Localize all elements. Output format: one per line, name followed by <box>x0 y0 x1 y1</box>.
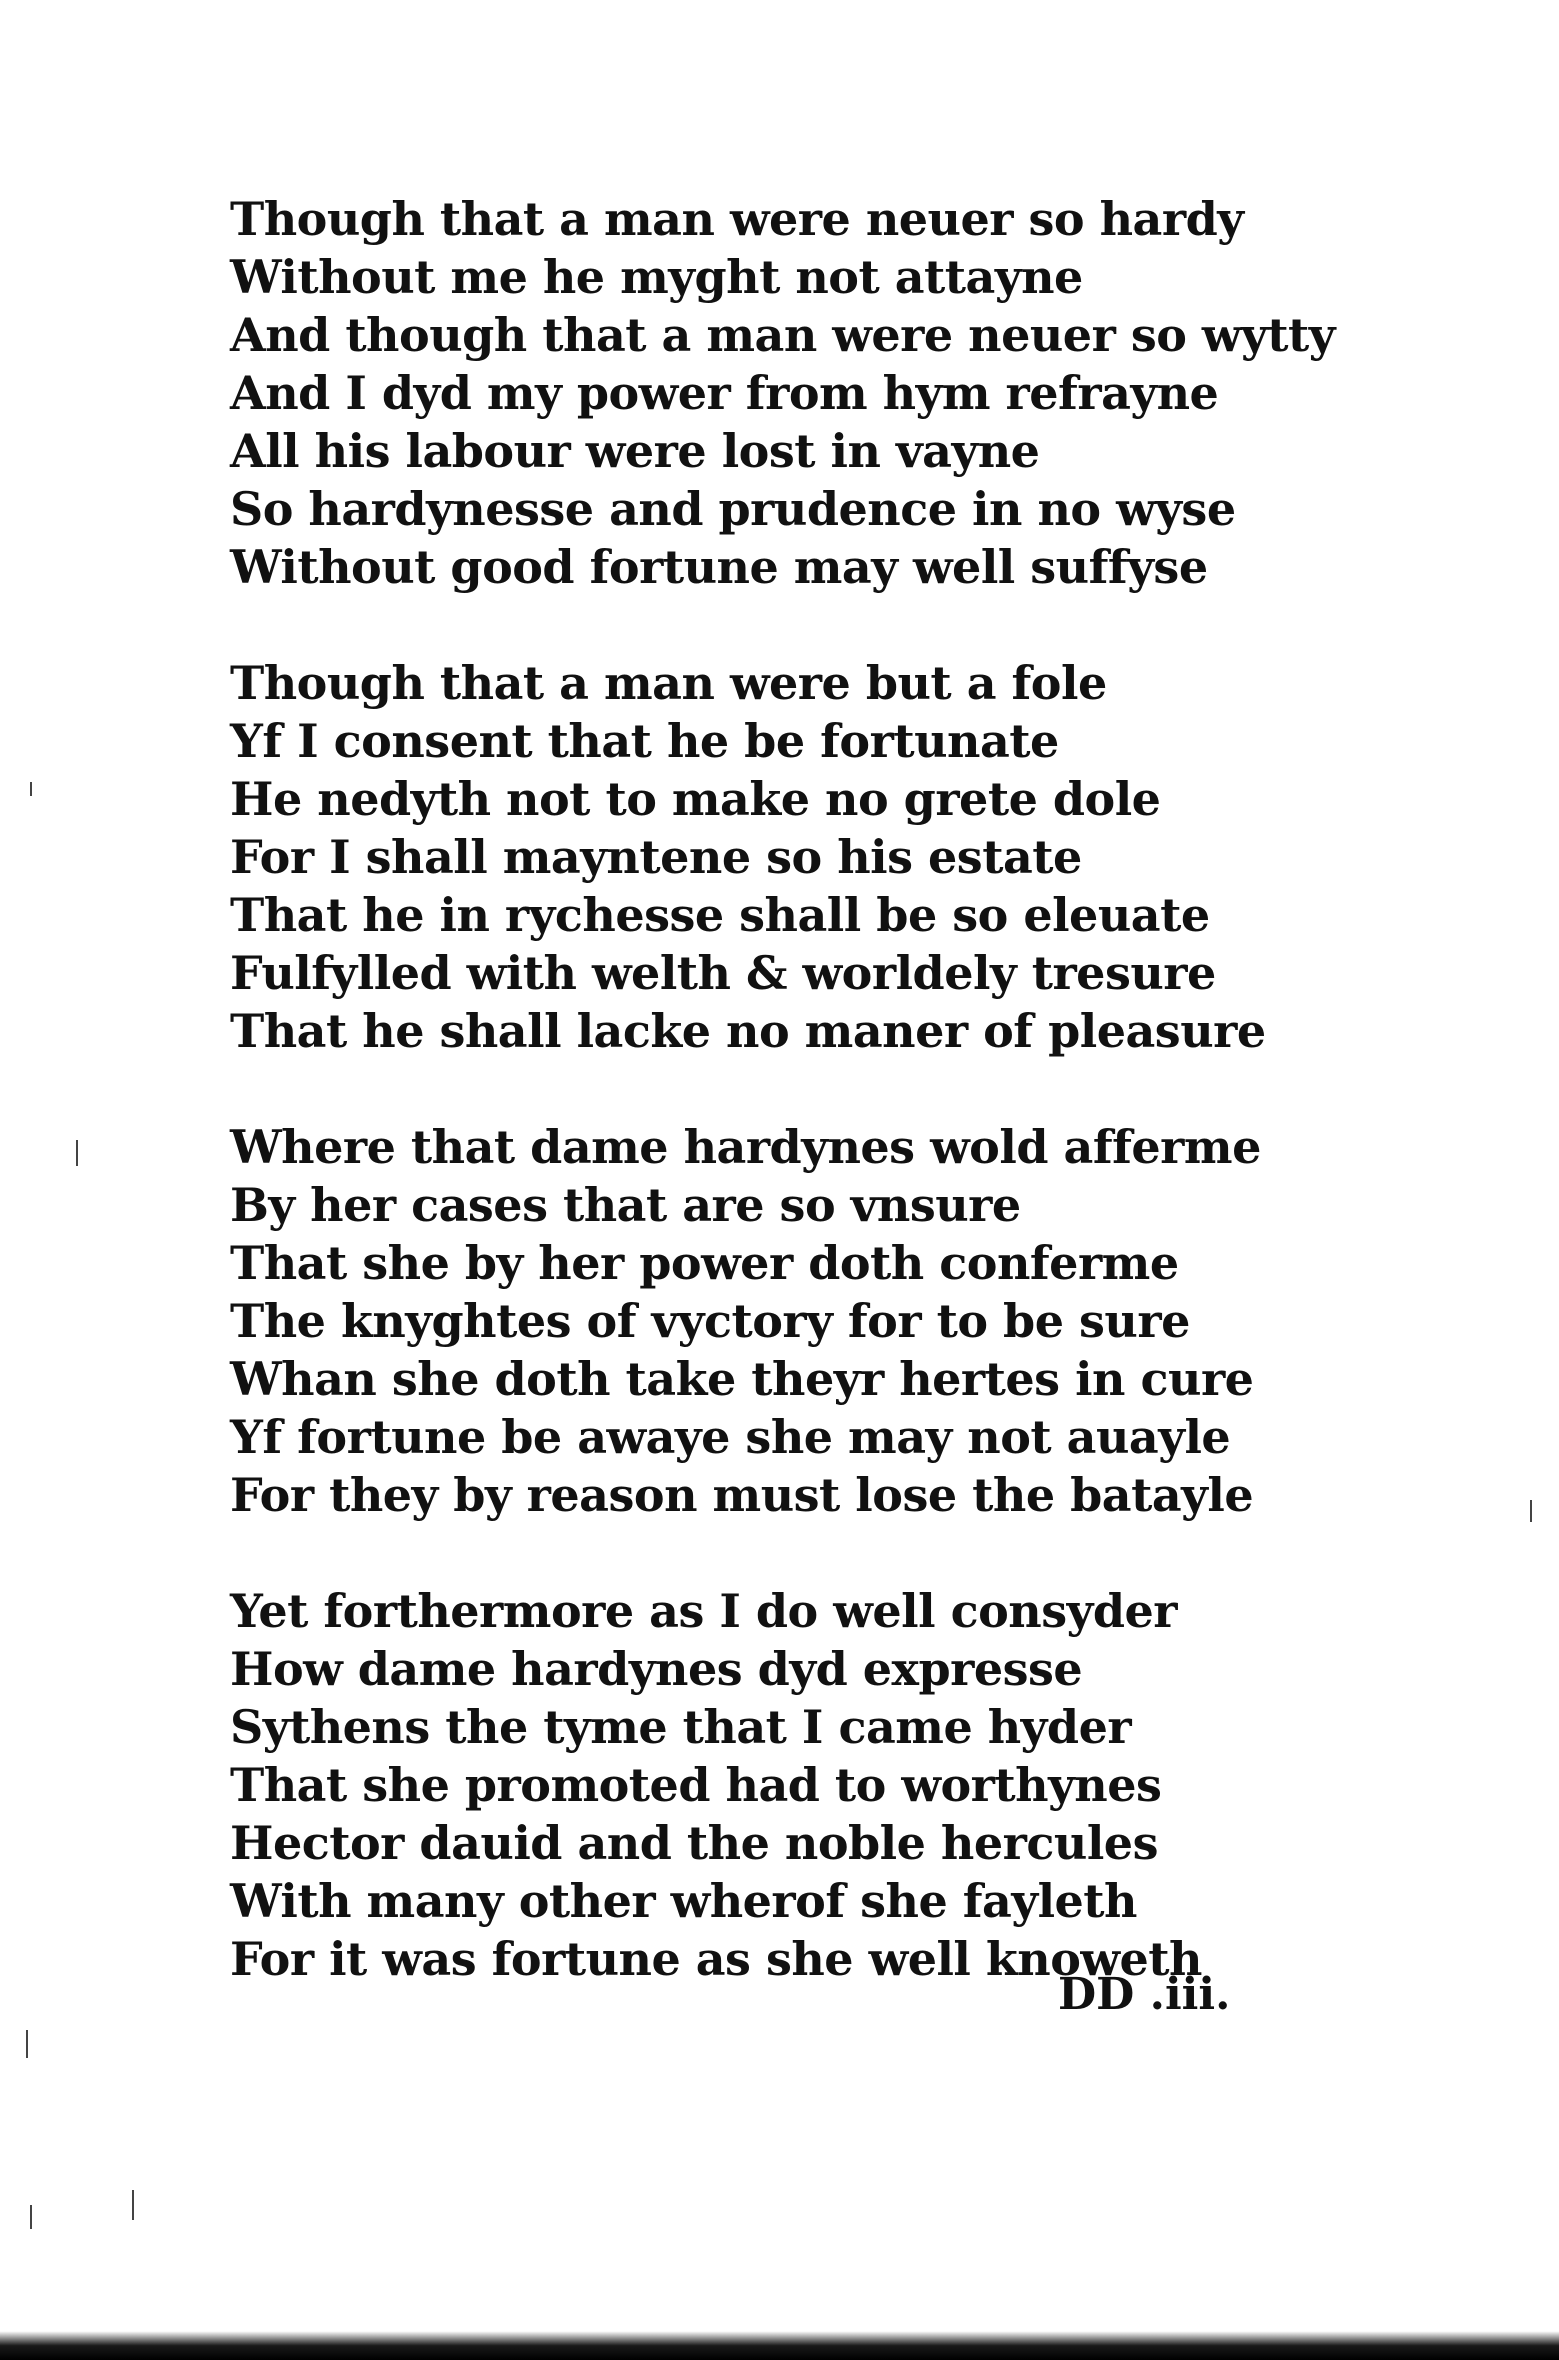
poem-line: All his labour were lost in vayne <box>230 424 1040 478</box>
poem-line: And though that a man were neuer so wytty <box>230 308 1335 362</box>
margin-mark <box>30 2205 32 2229</box>
poem-line: With many other wherof she fayleth <box>230 1874 1137 1928</box>
margin-mark <box>30 782 32 796</box>
poem-line: Where that dame hardynes wold afferme <box>230 1120 1261 1174</box>
stanza-3 <box>230 1118 1290 1524</box>
poem-line: For I shall mayntene so his estate <box>230 830 1082 884</box>
stanza-1 <box>230 190 1335 596</box>
margin-mark <box>26 2030 28 2058</box>
poem-line: Without good fortune may well suffyse <box>230 540 1208 594</box>
signature-mark: DD .iii. <box>1058 1969 1231 2020</box>
poem-line: Yet forthermore as I do well consyder <box>230 1584 1178 1638</box>
poem-line: The knyghtes of vyctory for to be sure <box>230 1294 1190 1348</box>
poem-line: For it was fortune as she well knoweth <box>230 1932 1202 1986</box>
margin-mark <box>76 1140 78 1166</box>
poem-line: So hardynesse and prudence in no wyse <box>230 482 1236 536</box>
poem-line: Though that a man were but a fole <box>230 656 1107 710</box>
poem-line: That he shall lacke no maner of pleasure <box>230 1004 1266 1058</box>
poem-line: That she by her power doth conferme <box>230 1236 1179 1290</box>
margin-mark <box>1530 1500 1532 1522</box>
poem-line: Yf fortune be awaye she may not auayle <box>230 1410 1231 1464</box>
poem-line: Sythens the tyme that I came hyder <box>230 1700 1132 1754</box>
poem-line: Yf I consent that he be fortunate <box>230 714 1059 768</box>
scan-bottom-edge <box>0 2324 1559 2360</box>
poem-line: By her cases that are so vnsure <box>230 1178 1021 1232</box>
stanza-2 <box>230 654 1290 1060</box>
stanza-4 <box>230 1582 1290 1988</box>
margin-mark <box>132 2190 134 2220</box>
poem-line: Without me he myght not attayne <box>230 250 1083 304</box>
poem-line: He nedyth not to make no grete dole <box>230 772 1161 826</box>
poem-line: That he in rychesse shall be so eleuate <box>230 888 1210 942</box>
poem-line: And I dyd my power from hym refrayne <box>230 366 1219 420</box>
poem-line: Hector dauid and the noble hercules <box>230 1816 1158 1870</box>
poem-line: Though that a man were neuer so hardy <box>230 192 1244 246</box>
poem-line: How dame hardynes dyd expresse <box>230 1642 1083 1696</box>
poem-line: Whan she doth take theyr hertes in cure <box>230 1352 1254 1406</box>
poem-line: That she promoted had to worthynes <box>230 1758 1162 1812</box>
poem-text <box>230 190 1335 1988</box>
poem-line: For they by reason must lose the batayle <box>230 1468 1254 1522</box>
poem-line: Fulfylled with welth & worldely tresure <box>230 946 1216 1000</box>
